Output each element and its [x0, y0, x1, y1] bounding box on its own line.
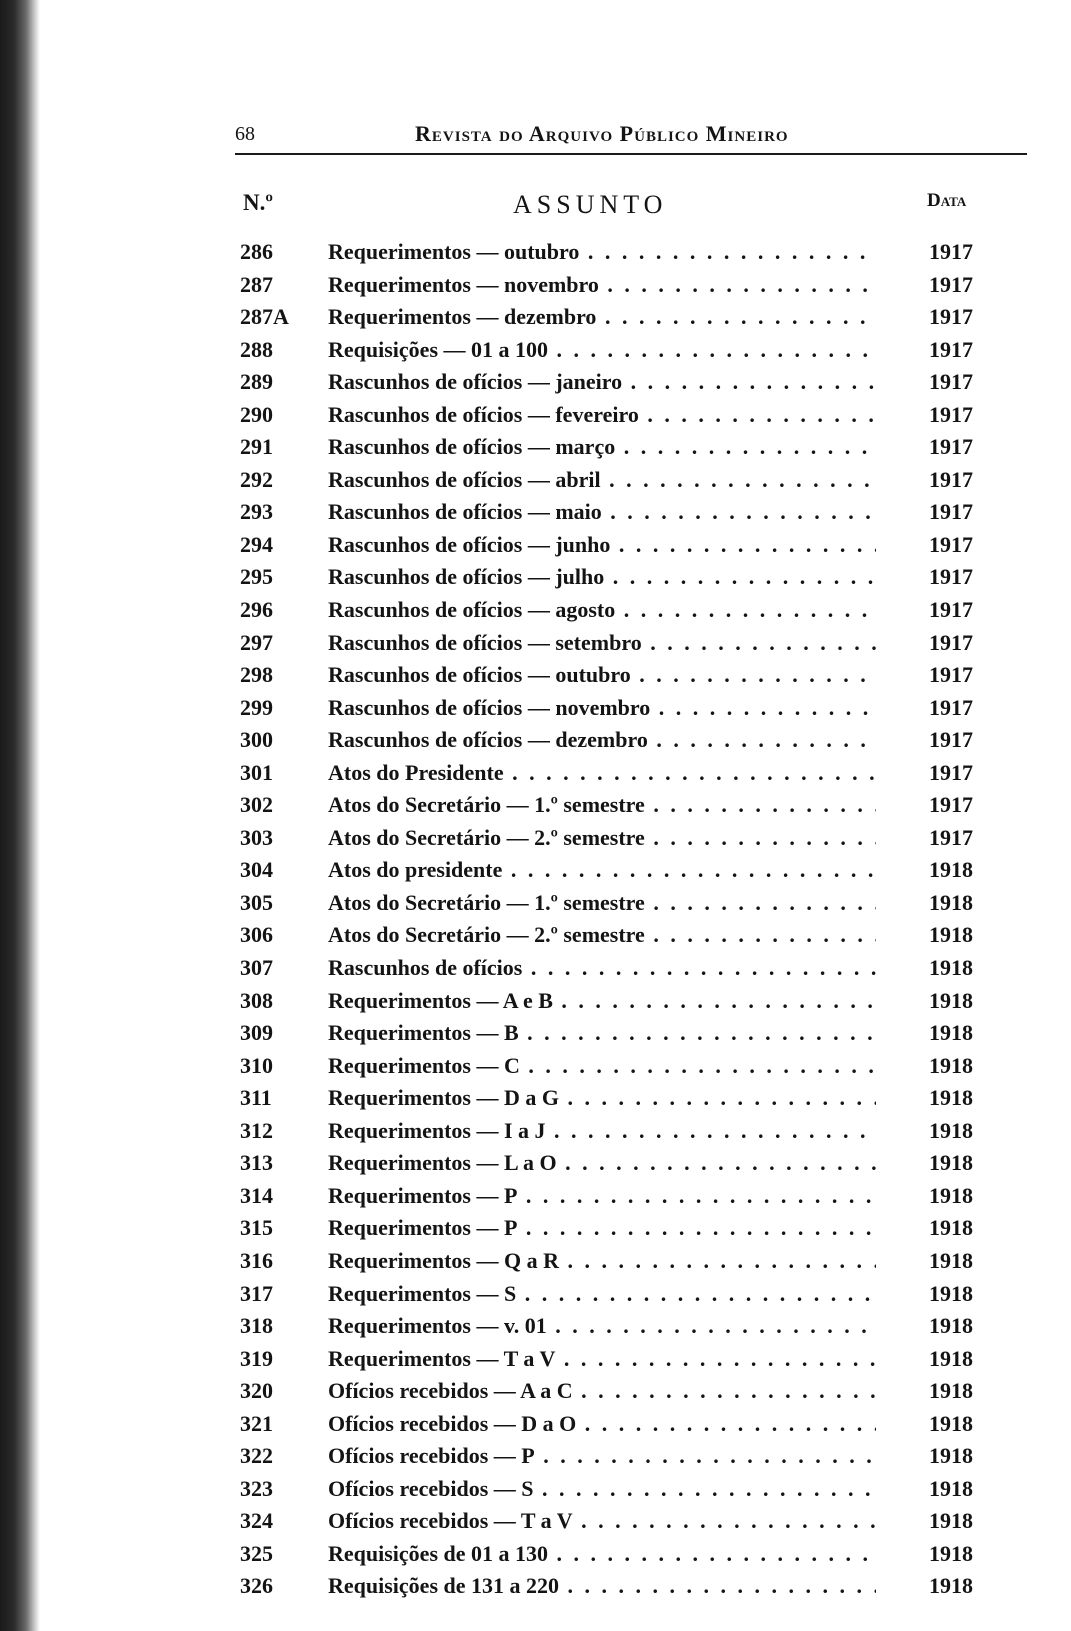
entry-year: 1917 [929, 597, 973, 623]
entry-number: 321 [240, 1410, 273, 1436]
table-row [240, 662, 980, 695]
entry-year: 1918 [929, 1573, 973, 1599]
table-row [240, 597, 980, 630]
entry-number: 305 [240, 889, 273, 915]
entry-number: 299 [240, 694, 273, 720]
table-row [240, 1411, 980, 1444]
entry-year: 1917 [929, 336, 973, 362]
table-row [240, 1020, 980, 1053]
table-row [240, 402, 980, 435]
entry-subject: Atos do Presidente . . . [328, 760, 876, 786]
table-row [240, 369, 980, 402]
entry-year: 1918 [929, 1508, 973, 1534]
table-row [240, 1508, 980, 1541]
entry-number: 288 [240, 336, 273, 362]
entry-year: 1917 [929, 629, 973, 655]
entry-year: 1917 [929, 401, 973, 427]
entry-subject: Atos do Secretário — 2.º semestre . . . [328, 922, 876, 948]
entry-number: 297 [240, 629, 273, 655]
table-row [240, 434, 980, 467]
entry-subject: Rascunhos de ofícios — agosto . . . [328, 597, 876, 623]
entry-subject: Rascunhos de ofícios — junho . . . [328, 532, 876, 558]
entry-year: 1917 [929, 564, 973, 590]
entry-year: 1917 [929, 369, 973, 395]
entry-subject: Requerimentos — S . . . [328, 1281, 876, 1307]
entry-subject: Rascunhos de ofícios — março . . . [328, 434, 876, 460]
table-row [240, 467, 980, 500]
entry-number: 287 [240, 271, 273, 297]
entry-year: 1918 [929, 955, 973, 981]
page-number: 68 [235, 123, 255, 145]
entry-number: 302 [240, 792, 273, 818]
running-head [235, 119, 1027, 155]
entry-year: 1917 [929, 434, 973, 460]
entry-year: 1918 [929, 1215, 973, 1241]
journal-title: Revista do Arquivo Público Mineiro [415, 121, 789, 146]
table-row [240, 890, 980, 923]
entry-number: 322 [240, 1443, 273, 1469]
table-row [240, 1443, 980, 1476]
entry-year: 1918 [929, 987, 973, 1013]
column-header-number: N.º [243, 190, 273, 215]
entry-subject: Requerimentos — dezembro . . . [328, 304, 876, 330]
table-row [240, 1183, 980, 1216]
entry-subject: Requerimentos — D a G . . . [328, 1085, 876, 1111]
entry-number: 323 [240, 1475, 273, 1501]
entry-year: 1918 [929, 1020, 973, 1046]
entry-year: 1918 [929, 922, 973, 948]
table-row [240, 695, 980, 728]
entry-number: 310 [240, 1052, 273, 1078]
entry-subject: Rascunhos de ofícios — dezembro . . . [328, 727, 876, 753]
table-row [240, 1378, 980, 1411]
entry-number: 296 [240, 597, 273, 623]
entry-year: 1918 [929, 1410, 973, 1436]
entry-year: 1918 [929, 1280, 973, 1306]
entry-year: 1917 [929, 792, 973, 818]
entry-number: 311 [240, 1085, 272, 1111]
table-row [240, 1248, 980, 1281]
entry-number: 309 [240, 1020, 273, 1046]
entry-number: 293 [240, 499, 273, 525]
entry-number: 324 [240, 1508, 273, 1534]
entry-subject: Requisições de 01 a 130 . . . [328, 1541, 876, 1567]
column-header-subject: ASSUNTO [513, 190, 668, 219]
table-row [240, 1085, 980, 1118]
entry-number: 317 [240, 1280, 273, 1306]
entry-year: 1918 [929, 1052, 973, 1078]
entry-number: 304 [240, 857, 273, 883]
entry-number: 295 [240, 564, 273, 590]
entry-year: 1917 [929, 271, 973, 297]
table-row [240, 1281, 980, 1314]
table-row [240, 1215, 980, 1248]
entry-number: 289 [240, 369, 273, 395]
entry-year: 1918 [929, 1085, 973, 1111]
table-row [240, 955, 980, 988]
entry-subject: Ofícios recebidos — T a V . . . [328, 1508, 876, 1534]
entry-number: 306 [240, 922, 273, 948]
table-row [240, 1476, 980, 1509]
entry-year: 1917 [929, 662, 973, 688]
entry-year: 1918 [929, 1443, 973, 1469]
entry-number: 307 [240, 955, 273, 981]
entry-number: 292 [240, 466, 273, 492]
entry-subject: Requerimentos — B . . . [328, 1020, 876, 1046]
entry-number: 315 [240, 1215, 273, 1241]
table-row [240, 922, 980, 955]
entry-year: 1918 [929, 1313, 973, 1339]
entry-subject: Ofícios recebidos — S . . . [328, 1476, 876, 1502]
table-row [240, 857, 980, 890]
entry-number: 286 [240, 239, 273, 264]
entry-subject: Requerimentos — v. 01 . . . [328, 1313, 876, 1339]
entry-subject: Ofícios recebidos — P . . . [328, 1443, 876, 1469]
entry-number: 320 [240, 1378, 273, 1404]
entry-number: 294 [240, 531, 273, 557]
table-row [240, 1541, 980, 1574]
entry-year: 1917 [929, 824, 973, 850]
entries-table [240, 239, 980, 1606]
entry-subject: Requerimentos — P . . . [328, 1215, 876, 1241]
entry-subject: Requisições — 01 a 100 . . . [328, 337, 876, 363]
table-row [240, 272, 980, 305]
entry-year: 1917 [929, 466, 973, 492]
entry-year: 1918 [929, 1117, 973, 1143]
entry-subject: Requerimentos — outubro . . . [328, 239, 876, 265]
column-header-date: Data [927, 190, 967, 211]
entry-number: 300 [240, 727, 273, 753]
entry-subject: Requerimentos — novembro . . . [328, 272, 876, 298]
entry-number: 325 [240, 1540, 273, 1566]
entry-number: 291 [240, 434, 273, 460]
table-row [240, 988, 980, 1021]
entry-year: 1917 [929, 239, 973, 264]
table-row [240, 727, 980, 760]
entry-year: 1918 [929, 1378, 973, 1404]
entry-subject: Atos do Secretário — 1.º semestre . . . [328, 792, 876, 818]
entry-year: 1917 [929, 694, 973, 720]
entry-year: 1917 [929, 531, 973, 557]
entry-subject: Rascunhos de ofícios — fevereiro . . . [328, 402, 876, 428]
entry-number: 287A [240, 304, 289, 330]
entry-year: 1917 [929, 727, 973, 753]
entry-year: 1918 [929, 889, 973, 915]
entry-subject: Requisições de 131 a 220 . . . [328, 1573, 876, 1599]
entry-subject: Rascunhos de ofícios — abril . . . [328, 467, 876, 493]
book-spine-shadow [0, 0, 40, 1631]
entry-number: 298 [240, 662, 273, 688]
table-row [240, 239, 980, 272]
entry-subject: Atos do Secretário — 1.º semestre . . . [328, 890, 876, 916]
entry-subject: Rascunhos de ofícios . . . [328, 955, 876, 981]
entry-number: 308 [240, 987, 273, 1013]
entry-subject: Atos do presidente . . . [328, 857, 876, 883]
entry-year: 1918 [929, 1150, 973, 1176]
entry-subject: Requerimentos — A e B . . . [328, 988, 876, 1014]
entry-number: 301 [240, 759, 273, 785]
entry-year: 1917 [929, 304, 973, 330]
entry-subject: Ofícios recebidos — D a O . . . [328, 1411, 876, 1437]
entry-subject: Requerimentos — Q a R . . . [328, 1248, 876, 1274]
entry-number: 318 [240, 1313, 273, 1339]
table-row [240, 825, 980, 858]
entry-number: 326 [240, 1573, 273, 1599]
table-row [240, 1118, 980, 1151]
entry-number: 313 [240, 1150, 273, 1176]
entry-year: 1918 [929, 857, 973, 883]
table-row [240, 1573, 980, 1606]
entry-number: 303 [240, 824, 273, 850]
entry-number: 312 [240, 1117, 273, 1143]
entry-subject: Rascunhos de ofícios — outubro . . . [328, 662, 876, 688]
entry-subject: Requerimentos — T a V . . . [328, 1346, 876, 1372]
entry-year: 1918 [929, 1345, 973, 1371]
table-row [240, 532, 980, 565]
entry-subject: Rascunhos de ofícios — maio . . . [328, 499, 876, 525]
entry-year: 1918 [929, 1475, 973, 1501]
entry-subject: Requerimentos — I a J . . . [328, 1118, 876, 1144]
entry-subject: Rascunhos de ofícios — janeiro . . . [328, 369, 876, 395]
entry-number: 290 [240, 401, 273, 427]
entry-year: 1918 [929, 1540, 973, 1566]
entry-number: 316 [240, 1247, 273, 1273]
entry-year: 1917 [929, 759, 973, 785]
entry-subject: Rascunhos de ofícios — novembro . . . [328, 695, 876, 721]
table-row [240, 1346, 980, 1379]
table-row [240, 1150, 980, 1183]
entry-subject: Requerimentos — P . . . [328, 1183, 876, 1209]
entry-subject: Ofícios recebidos — A a C . . . [328, 1378, 876, 1404]
entry-number: 319 [240, 1345, 273, 1371]
table-row [240, 564, 980, 597]
table-row [240, 304, 980, 337]
table-row [240, 792, 980, 825]
table-row [240, 499, 980, 532]
entry-subject: Rascunhos de ofícios — julho . . . [328, 564, 876, 590]
table-row [240, 337, 980, 370]
table-row [240, 760, 980, 793]
table-row [240, 1313, 980, 1346]
entry-subject: Requerimentos — C . . . [328, 1053, 876, 1079]
entry-year: 1918 [929, 1247, 973, 1273]
entry-number: 314 [240, 1182, 273, 1208]
table-row [240, 1053, 980, 1086]
entry-subject: Rascunhos de ofícios — setembro . . . [328, 630, 876, 656]
entry-year: 1917 [929, 499, 973, 525]
entry-subject: Requerimentos — L a O . . . [328, 1150, 876, 1176]
entry-year: 1918 [929, 1182, 973, 1208]
table-row [240, 630, 980, 663]
entry-subject: Atos do Secretário — 2.º semestre . . . [328, 825, 876, 851]
